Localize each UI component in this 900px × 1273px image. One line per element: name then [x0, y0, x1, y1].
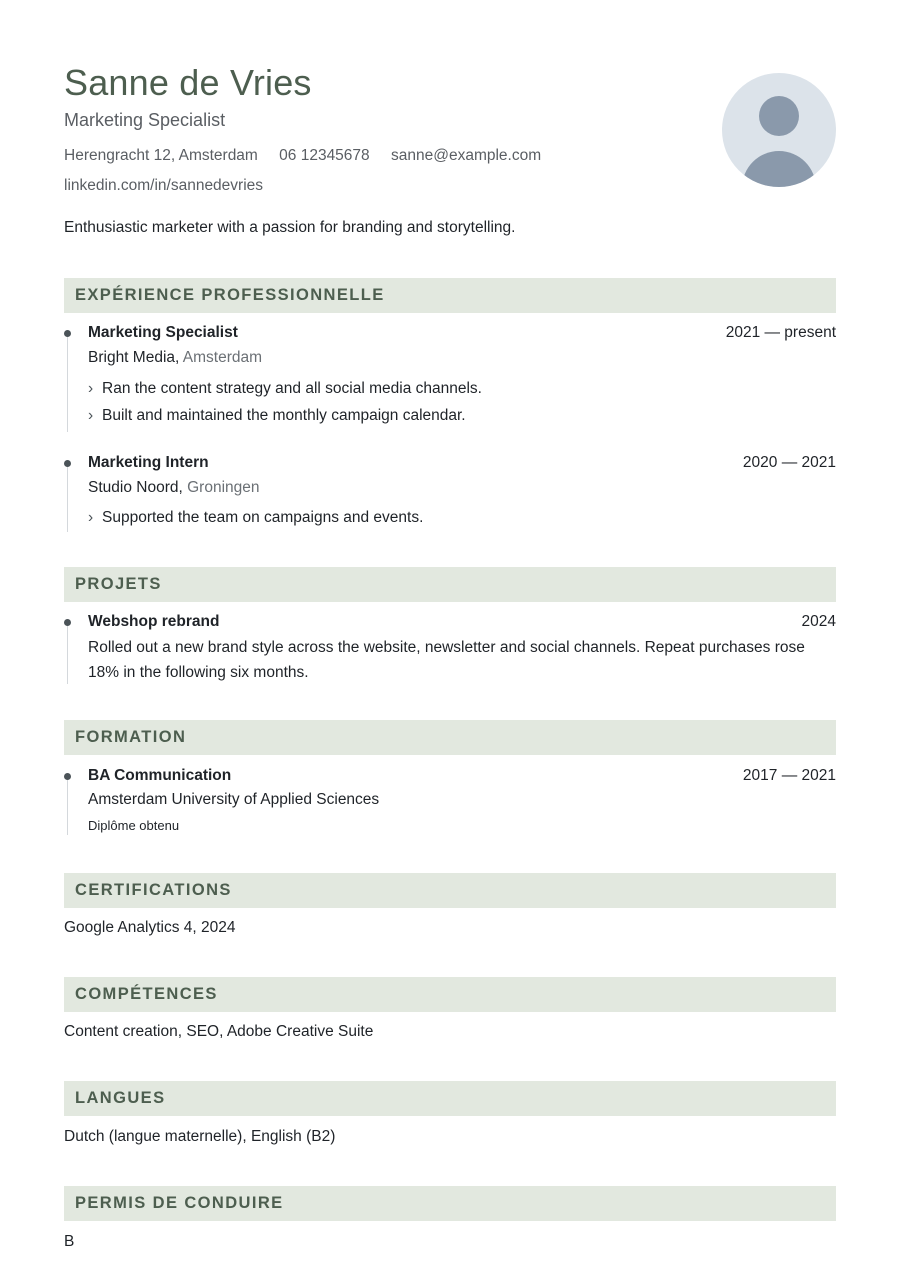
section-heading-education: FORMATION [64, 720, 836, 755]
experience-entry [64, 454, 836, 534]
job-bullet [88, 509, 423, 527]
education-dates: 2017 — 2021 [742, 767, 836, 784]
timeline-line [67, 337, 68, 432]
company-location: Groningen [187, 479, 260, 496]
company-separator: , [175, 349, 183, 366]
degree-status: Diplôme obtenu [88, 818, 180, 833]
timeline-dot [64, 330, 71, 337]
job-bullet [88, 407, 466, 425]
section-heading-skills: COMPÉTENCES [64, 977, 836, 1012]
job-title: Marketing Specialist [88, 324, 238, 341]
avatar-head-shape [759, 96, 799, 136]
bullet-text: Supported the team on campaigns and events. [102, 509, 424, 526]
driving-license-text: B [64, 1233, 75, 1250]
linkedin-link[interactable]: linkedin.com/in/sannedevries [64, 177, 264, 194]
avatar-body-shape [742, 151, 816, 187]
job-title: Marketing Intern [88, 454, 209, 471]
avatar [722, 73, 836, 187]
education-entry [64, 767, 836, 837]
phone: 06 12345678 [279, 147, 370, 164]
job-dates: 2021 — present [725, 324, 836, 341]
school-name: Amsterdam University of Applied Sciences [88, 791, 380, 808]
job-employer [88, 349, 262, 367]
timeline-line [67, 467, 68, 532]
languages-text: Dutch (langue maternelle), English (B2) [64, 1128, 336, 1145]
contact-line [64, 147, 541, 165]
email[interactable]: sanne@example.com [390, 147, 542, 164]
timeline-line [67, 626, 68, 684]
section-heading-certifications: CERTIFICATIONS [64, 873, 836, 908]
certifications-text: Google Analytics 4, 2024 [64, 919, 236, 936]
timeline-dot [64, 619, 71, 626]
section-heading-languages: LANGUES [64, 1081, 836, 1116]
job-dates: 2020 — 2021 [742, 454, 836, 471]
job-employer [88, 479, 260, 497]
chevron-right-icon: › [88, 380, 94, 397]
candidate-role: Marketing Specialist [64, 110, 226, 130]
timeline-dot [64, 773, 71, 780]
bullet-text: Built and maintained the monthly campaign calendar. [102, 407, 466, 424]
address: Herengracht 12, Amsterdam [64, 147, 258, 164]
candidate-name: Sanne de Vries [64, 62, 312, 103]
section-heading-driving-license: PERMIS DE CONDUIRE [64, 1186, 836, 1221]
chevron-right-icon: › [88, 509, 94, 526]
profile-summary: Enthusiastic marketer with a passion for branding and storytelling. [64, 219, 516, 236]
section-heading-experience: EXPÉRIENCE PROFESSIONNELLE [64, 278, 836, 313]
job-bullet [88, 380, 482, 398]
project-entry [64, 613, 836, 685]
resume-page [64, 0, 836, 1273]
company-name: Bright Media [88, 349, 176, 366]
company-separator: , [178, 479, 188, 496]
bullet-text: Ran the content strategy and all social media channels. [102, 380, 482, 397]
company-name: Studio Noord [88, 479, 179, 496]
company-location: Amsterdam [182, 349, 263, 366]
timeline-line [67, 780, 68, 835]
degree-title: BA Communication [88, 767, 232, 784]
timeline-dot [64, 460, 71, 467]
section-heading-projects: PROJETS [64, 567, 836, 602]
experience-entry [64, 324, 836, 432]
chevron-right-icon: › [88, 407, 94, 424]
project-description: Rolled out a new brand style across the website, newsletter and social channels. Repeat purchases rose 18% in the following six months. [88, 639, 805, 681]
skills-text: Content creation, SEO, Adobe Creative Suite [64, 1023, 374, 1040]
project-title: Webshop rebrand [88, 613, 220, 630]
project-date: 2024 [801, 613, 836, 630]
